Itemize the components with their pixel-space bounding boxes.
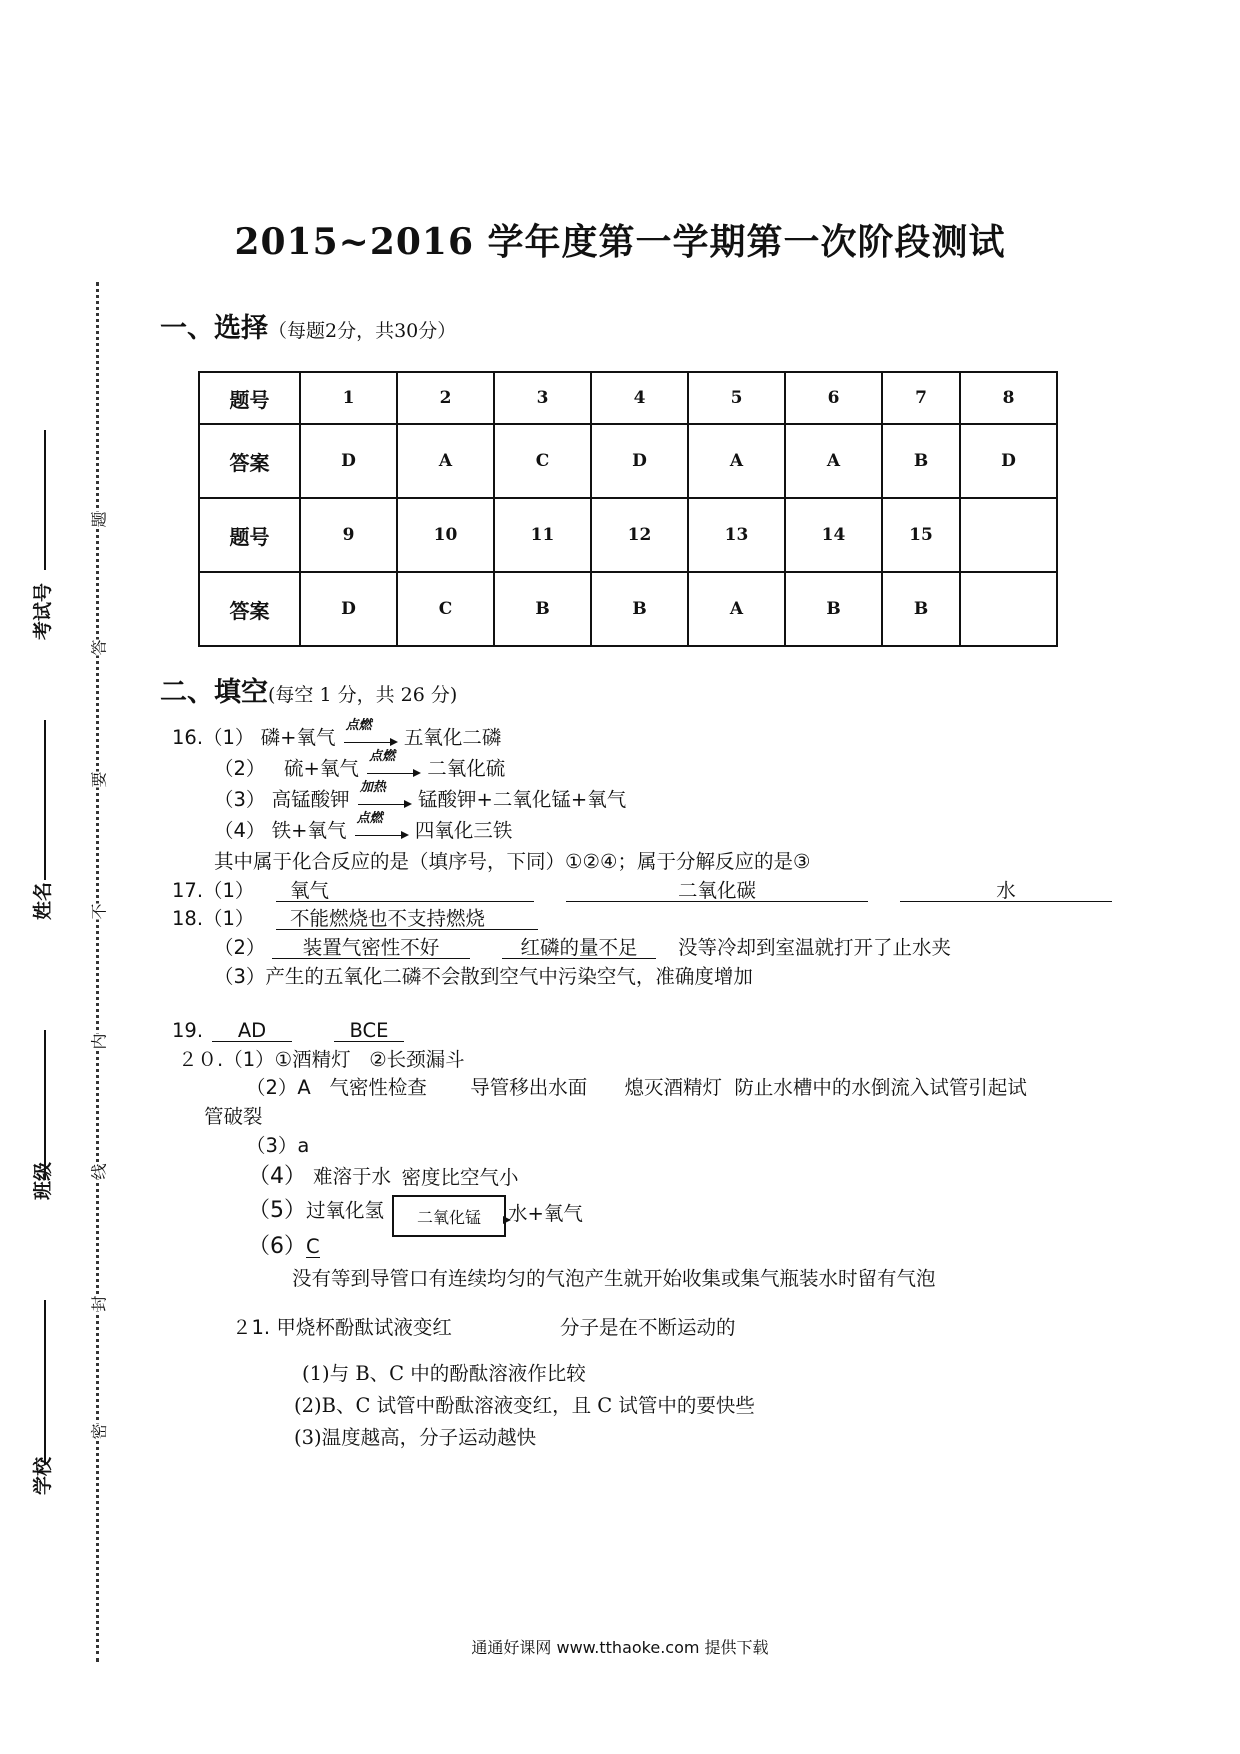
q19-answer-2: BCE — [334, 1021, 404, 1042]
q20-line3: （3）a — [246, 1134, 310, 1157]
q16-line2 — [214, 748, 506, 780]
table-cell: 8 — [960, 372, 1057, 424]
table-cell: A — [397, 424, 494, 498]
table-cell: 2 — [397, 372, 494, 424]
row-label: 题号 — [199, 372, 300, 424]
table-cell: B — [882, 572, 960, 646]
answer-text: 防止水槽中的水倒流入试管引起试 — [734, 1076, 1027, 1099]
q16-line1 — [172, 717, 502, 749]
section2-note: (每空 1 分，共 26 分) — [268, 684, 458, 706]
question-number: ２０.（1） — [178, 1048, 275, 1071]
q16-summary: 其中属于化合反应的是（填序号，下同）①②④；属于分解反应的是③ — [214, 850, 811, 873]
question-number: （4） — [248, 1164, 306, 1189]
label-name: 姓名 — [32, 881, 54, 920]
q21-sub2: (2)B、C 试管中酚酞溶液变红，且 C 试管中的要快些 — [294, 1394, 755, 1417]
q17-answer-3: 水 — [900, 881, 1112, 902]
table-cell: 4 — [591, 372, 688, 424]
table-cell: 7 — [882, 372, 960, 424]
table-cell: 1 — [300, 372, 397, 424]
question-number: （5） — [248, 1198, 306, 1223]
table-cell: 12 — [591, 498, 688, 572]
reaction-arrow-icon — [353, 810, 409, 842]
table-cell: 6 — [785, 372, 882, 424]
answer-text: 导管移出水面 — [470, 1076, 588, 1099]
question-number: （2）A — [246, 1076, 311, 1099]
q20-line2-cont: 管破裂 — [204, 1105, 263, 1128]
seal-char: 密 — [87, 1423, 110, 1439]
row-label: 题号 — [199, 498, 300, 572]
table-cell: D — [300, 424, 397, 498]
answer-text: ②长颈漏斗 — [369, 1048, 465, 1071]
table-cell: A — [688, 572, 785, 646]
seal-char: 封 — [87, 1295, 110, 1311]
answer-text: 熄灭酒精灯 — [624, 1076, 722, 1099]
q17-answer-2: 二氧化碳 — [566, 881, 868, 902]
q20-answer-4b: 密度比空气小 — [401, 1166, 519, 1189]
product: 二氧化硫 — [427, 757, 506, 780]
reactant: 过氧化氢 — [306, 1199, 385, 1222]
question-number: （2） — [214, 757, 266, 780]
q20-line4 — [248, 1166, 391, 1188]
answer-text: C — [306, 1235, 320, 1258]
q19-line — [172, 1021, 203, 1041]
blank-line-school — [44, 1300, 46, 1465]
q18-line1 — [172, 909, 254, 929]
question-number: （3） — [214, 965, 266, 988]
arrow-condition: 加热 — [359, 779, 386, 795]
q16-line3 — [214, 779, 627, 811]
q18-answer-3: 红磷的量不足 — [502, 938, 656, 959]
table-cell: A — [688, 424, 785, 498]
table-row — [199, 572, 1057, 646]
reaction-arrow-icon — [365, 748, 421, 780]
q21-answer-2: 分子是在不断运动的 — [560, 1316, 736, 1339]
answer-text: ①酒精灯 — [274, 1048, 351, 1071]
arrow-condition: 点燃 — [369, 748, 396, 764]
answer-table — [198, 371, 1058, 647]
q19-answer-1: AD — [212, 1021, 292, 1042]
q18-answer-2: 装置气密性不好 — [272, 938, 470, 959]
table-cell: 10 — [397, 498, 494, 572]
q20-line1 — [178, 1050, 465, 1070]
q18-answer-1: 不能燃烧也不支持燃烧 — [276, 909, 538, 930]
answer-text: 难溶于水 — [313, 1165, 392, 1188]
label-school: 学校 — [32, 1456, 54, 1495]
table-cell: B — [785, 572, 882, 646]
reactant: 铁+氧气 — [271, 819, 347, 842]
section1-heading — [160, 306, 456, 345]
blank-line-name — [44, 720, 46, 880]
table-cell: 15 — [882, 498, 960, 572]
table-cell: 9 — [300, 498, 397, 572]
table-cell: D — [960, 424, 1057, 498]
question-number: 18.（1） — [172, 907, 255, 930]
table-cell: D — [300, 572, 397, 646]
section2-title: 二、填空 — [160, 677, 268, 708]
q20-line5 — [248, 1200, 384, 1222]
seal-char: 题 — [87, 511, 110, 527]
table-cell: B — [494, 572, 591, 646]
answer-text: 气密性检查 — [329, 1076, 427, 1099]
q20-product: 水+氧气 — [508, 1202, 583, 1225]
q18-line3 — [214, 967, 753, 987]
question-number: （6） — [248, 1234, 306, 1259]
question-number: 19. — [172, 1019, 204, 1042]
q20-line6b: 没有等到导管口有连续均匀的气泡产生就开始收集或集气瓶装水时留有气泡 — [292, 1267, 936, 1290]
table-cell: 14 — [785, 498, 882, 572]
seal-char: 线 — [87, 1163, 110, 1179]
question-number: 16.（1） — [172, 726, 255, 749]
question-number: ２1. — [232, 1316, 271, 1339]
question-number: 17.（1） — [172, 879, 255, 902]
reactant: 硫+氧气 — [284, 757, 359, 780]
q20-line6 — [248, 1236, 320, 1258]
table-row — [199, 498, 1057, 572]
q18-answer-4: 没等冷却到室温就打开了止水夹 — [678, 936, 952, 959]
row-label: 答案 — [199, 424, 300, 498]
table-cell: B — [882, 424, 960, 498]
question-number: （3） — [214, 788, 266, 811]
product: 五氧化二磷 — [403, 726, 502, 749]
footer-credit: 通通好课网 www.tthaoke.com 提供下载 — [471, 1638, 769, 1657]
label-exam-no: 考试号 — [32, 582, 54, 640]
seal-char: 内 — [87, 1033, 110, 1049]
table-row — [199, 372, 1057, 424]
q18-line2 — [214, 938, 265, 958]
label-class: 班级 — [32, 1161, 54, 1200]
q20-line2 — [246, 1078, 1027, 1098]
arrow-condition: 点燃 — [356, 810, 383, 826]
seal-char: 答 — [87, 639, 110, 655]
q21-sub1: (1)与 B、C 中的酚酞溶液作比较 — [302, 1362, 586, 1385]
table-cell: C — [397, 572, 494, 646]
table-cell: A — [785, 424, 882, 498]
reaction-arrow-icon — [342, 717, 398, 749]
table-cell — [960, 572, 1057, 646]
section1-note: （每题2分，共30分） — [268, 320, 457, 342]
table-cell: 11 — [494, 498, 591, 572]
question-number: （4） — [214, 819, 266, 842]
q21-line — [232, 1318, 452, 1338]
reaction-arrow-icon — [356, 779, 412, 811]
blank-line-class — [44, 1030, 46, 1180]
arrow-condition: 点燃 — [345, 717, 372, 733]
answer-text: 甲烧杯酚酞试液变红 — [276, 1316, 452, 1339]
answer-text: 产生的五氧化二磷不会散到空气中污染空气，准确度增加 — [265, 965, 753, 988]
table-cell: C — [494, 424, 591, 498]
section2-heading — [160, 670, 457, 709]
question-number: （2） — [214, 936, 266, 959]
seal-dotted-line — [96, 282, 99, 1662]
row-label: 答案 — [199, 572, 300, 646]
page-title: 2015~2016 学年度第一学期第一次阶段测试 — [234, 221, 1006, 263]
seal-char: 要 — [87, 771, 110, 787]
table-cell: 13 — [688, 498, 785, 572]
catalyst-box: 二氧化锰 — [392, 1195, 506, 1237]
q21-sub3: (3)温度越高，分子运动越快 — [294, 1426, 537, 1449]
blank-line-exam-no — [44, 430, 46, 570]
table-cell: D — [591, 424, 688, 498]
reactant: 高锰酸钾 — [271, 788, 350, 811]
table-cell — [960, 498, 1057, 572]
q16-line4 — [214, 810, 513, 842]
q17-answer-1: 氧气 — [276, 881, 534, 902]
table-cell: 5 — [688, 372, 785, 424]
seal-char: 不 — [87, 903, 110, 919]
product: 四氧化三铁 — [414, 819, 513, 842]
table-cell: 3 — [494, 372, 591, 424]
table-row — [199, 424, 1057, 498]
table-cell: B — [591, 572, 688, 646]
product: 锰酸钾+二氧化锰+氧气 — [418, 788, 627, 811]
section1-title: 一、选择 — [160, 313, 268, 344]
reactant: 磷+氧气 — [260, 726, 336, 749]
q17-line — [172, 881, 254, 901]
